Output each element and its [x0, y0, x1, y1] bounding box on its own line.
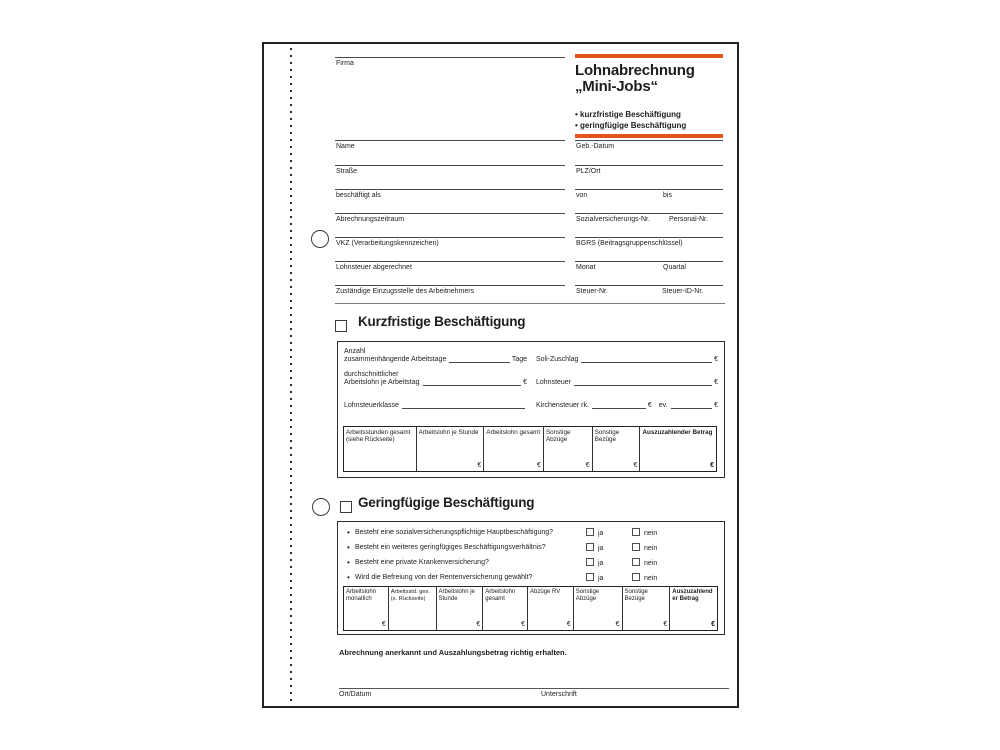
unterschrift-label: Unterschrift — [541, 691, 577, 698]
nein-checkbox[interactable] — [632, 528, 640, 536]
ev-label: ev. — [658, 402, 668, 409]
table-column-auszuzahlender-betrag: Auszuzahlender Betrag € — [642, 429, 715, 469]
confirmation-statement: Abrechnung anerkannt und Auszahlungsbetrag richtig erhalten. — [339, 648, 567, 657]
kirchensteuer-field — [536, 402, 718, 410]
soli-zuschlag-label: Soli-Zuschlag — [536, 356, 579, 363]
kirchensteuer-ev-write-line — [671, 408, 713, 409]
ja-label: ja — [598, 575, 604, 582]
lohnsteuerklasse-write-line — [402, 408, 525, 409]
table-column-arbeitslohn-monatlich: Arbeitslohn monatlich € — [344, 587, 389, 630]
perforation-dotted-line — [290, 48, 292, 701]
bgrs-write-line — [575, 237, 723, 247]
steuer-nr-label: Steuer-Nr. — [576, 288, 608, 295]
tage-suffix: Tage — [511, 356, 527, 363]
title-bullets — [575, 109, 723, 131]
table-column-arbeitslohn-je-stunde: Arbeitslohn je Stunde € — [437, 587, 484, 630]
table-column-sonstige-bezuege: Sonstige Bezüge € — [623, 587, 671, 630]
monat-quartal-write-line — [575, 261, 723, 271]
bis-label: bis — [663, 192, 672, 199]
vkz-label: VKZ (Verarbeitungskennzeichen) — [336, 240, 439, 247]
einzugsstelle-write-line — [335, 285, 565, 295]
geringfuegig-section-box — [337, 521, 725, 635]
table-column-arbeitsstunden-gesamt: Arbeitsstunden gesamt (siehe Rückseite) — [344, 427, 417, 471]
nein-checkbox[interactable] — [632, 543, 640, 551]
gebdatum-write-line — [575, 140, 723, 150]
table-column-auszuzahlender-betrag: Auszuzahlender Betrag € — [672, 589, 716, 628]
steuer-id-nr-label: Steuer-ID-Nr. — [662, 288, 704, 295]
kirchensteuer-label: Kirchensteuer rk. — [536, 402, 589, 409]
einzugsstelle-bottom-line — [335, 303, 725, 304]
anzahl-label-line2: zusammenhängende Arbeitstage — [344, 356, 447, 363]
table-column-arbeitsstd-gesamt: Arbeitsstd. ges. (s. Rückseite) — [389, 587, 437, 630]
steuer-nr-write-line — [575, 285, 723, 295]
euro-sign: € — [523, 379, 527, 386]
table-column-sonstige-bezuege: Sonstige Bezüge € — [593, 427, 641, 471]
euro-sign: € — [647, 402, 652, 409]
lohnsteuer-abgerechnet-label: Lohnsteuer abgerechnet — [336, 264, 412, 271]
nein-label: nein — [644, 545, 658, 552]
signature-line — [339, 688, 729, 698]
punch-hole-bottom — [312, 498, 330, 516]
abrechnungszeitraum-label: Abrechnungszeitraum — [336, 216, 405, 223]
plzort-write-line — [575, 165, 723, 175]
question-text: • Wird die Befreiung von der Rentenversicherung gewählt? — [355, 573, 532, 582]
von-label: von — [576, 192, 588, 199]
title-block — [575, 54, 723, 138]
geringfuegig-section-checkbox[interactable] — [340, 501, 352, 513]
field-row-einzugsstelle — [335, 285, 725, 299]
question-row-rentenversicherung — [338, 573, 724, 583]
table-column-arbeitslohn-gesamt: Arbeitslohn gesamt € — [484, 427, 544, 471]
geringfuegig-section-heading: Geringfügige Beschäftigung — [358, 495, 535, 510]
arbeitslohn-je-arbeitstag-field — [344, 371, 527, 387]
beschaeftigt-als-label: beschäftigt als — [336, 192, 381, 199]
euro-sign: € — [714, 402, 718, 409]
lohnsteuer-abgerechnet-write-line — [335, 261, 565, 271]
personal-nr-label: Personal-Nr. — [669, 216, 708, 223]
table-column-abzuege-rv: Abzüge RV € — [528, 587, 574, 630]
table-column-sonstige-abzuege: Sonstige Abzüge € — [574, 587, 623, 630]
field-row-abrechnungszeitraum — [335, 213, 725, 227]
euro-sign: € — [714, 379, 718, 386]
name-label: Name — [336, 143, 355, 150]
punch-hole-top — [311, 230, 329, 248]
bgrs-label: BGRS (Beitragsgruppenschlüssel) — [576, 240, 683, 247]
ja-checkbox[interactable] — [586, 528, 594, 536]
form-title-line2: „Mini-Jobs“ — [575, 78, 658, 95]
firma-write-line — [335, 57, 565, 67]
table-column-arbeitslohn-je-stunde: Arbeitslohn je Stunde € — [417, 427, 485, 471]
question-text: • Besteht ein weiteres geringfügiges Beschäftigungsverhältnis? — [355, 543, 546, 552]
field-row-lohnsteuer-abgerechnet — [335, 261, 725, 275]
lohnsteuer-label: Lohnsteuer — [536, 379, 572, 386]
nein-checkbox[interactable] — [632, 558, 640, 566]
firma-label: Firma — [336, 60, 354, 67]
nein-label: nein — [644, 575, 658, 582]
kurzfristig-section-checkbox[interactable] — [335, 320, 347, 332]
anzahl-arbeitstage-field — [344, 348, 527, 364]
table-column-arbeitslohn-gesamt: Arbeitslohn gesamt € — [483, 587, 528, 630]
ja-checkbox[interactable] — [586, 573, 594, 581]
question-text: • Besteht eine private Krankenversicherung? — [355, 558, 489, 567]
form-title — [575, 63, 723, 95]
monat-label: Monat — [576, 264, 596, 271]
accent-bar-top — [575, 54, 723, 58]
gebdatum-label: Geb.-Datum — [576, 143, 615, 150]
lohnsteuerklasse-label: Lohnsteuerklasse — [344, 402, 399, 409]
ja-checkbox[interactable] — [586, 543, 594, 551]
ja-checkbox[interactable] — [586, 558, 594, 566]
kurzfristig-table — [343, 426, 717, 472]
beschaeftigt-als-write-line — [335, 189, 565, 199]
ja-label: ja — [598, 545, 604, 552]
lohnsteuer-write-line — [574, 385, 712, 386]
question-row-krankenversicherung — [338, 558, 724, 568]
ja-label: ja — [598, 530, 604, 537]
euro-sign: € — [714, 356, 718, 363]
strasse-label: Straße — [336, 168, 358, 175]
lohnsteuer-field — [536, 379, 718, 387]
von-bis-write-line — [575, 189, 723, 199]
soli-zuschlag-write-line — [581, 362, 712, 363]
kurzfristig-section-heading: Kurzfristige Beschäftigung — [358, 314, 526, 329]
accent-bar-bottom — [575, 134, 723, 138]
title-bullet-kurzfristig: • kurzfristige Beschäftigung — [575, 109, 723, 120]
kirchensteuer-rk-write-line — [592, 408, 646, 409]
question-row-hauptbeschaeftigung — [338, 528, 724, 538]
form-paper — [262, 42, 739, 708]
durchschnitt-label-line1: durchschnittlicher — [344, 371, 399, 378]
title-bullet-geringfuegig: • geringfügige Beschäftigung — [575, 120, 723, 131]
field-row-name — [335, 140, 725, 154]
durchschnitt-label-line2: Arbeitslohn je Arbeitstag — [344, 379, 420, 386]
ort-datum-label: Ort/Datum — [339, 691, 372, 698]
einzugsstelle-label: Zuständige Einzugsstelle des Arbeitnehmers — [336, 288, 475, 295]
kurzfristig-section-box — [337, 341, 725, 478]
table-column-sonstige-abzuege: Sonstige Abzüge € — [544, 427, 593, 471]
field-row-vkz — [335, 237, 725, 251]
anzahl-write-line — [449, 362, 509, 363]
question-text: • Besteht eine sozialversicherungspflichtige Hauptbeschäftigung? — [355, 528, 553, 537]
name-write-line — [335, 140, 565, 150]
abrechnungszeitraum-write-line — [335, 213, 565, 223]
strasse-write-line — [335, 165, 565, 175]
plzort-label: PLZ/Ort — [576, 168, 601, 175]
sozialversicherungs-nr-label: Sozialversicherungs-Nr. — [576, 216, 650, 223]
geringfuegig-table — [343, 586, 718, 631]
nein-label: nein — [644, 530, 658, 537]
field-row-beschaeftigt-als — [335, 189, 725, 203]
lohnsteuerklasse-field — [344, 402, 527, 410]
question-row-beschaeftigungsverhaeltnis — [338, 543, 724, 553]
form-title-line1: Lohnabrechnung — [575, 62, 695, 79]
nein-label: nein — [644, 560, 658, 567]
ja-label: ja — [598, 560, 604, 567]
anzahl-label-line1: Anzahl — [344, 348, 366, 355]
nein-checkbox[interactable] — [632, 573, 640, 581]
field-row-strasse — [335, 165, 725, 179]
quartal-label: Quartal — [663, 264, 686, 271]
soli-zuschlag-field — [536, 356, 718, 364]
sv-nr-write-line — [575, 213, 723, 223]
vkz-write-line — [335, 237, 565, 247]
arbeitslohn-je-arbeitstag-write-line — [423, 385, 522, 386]
